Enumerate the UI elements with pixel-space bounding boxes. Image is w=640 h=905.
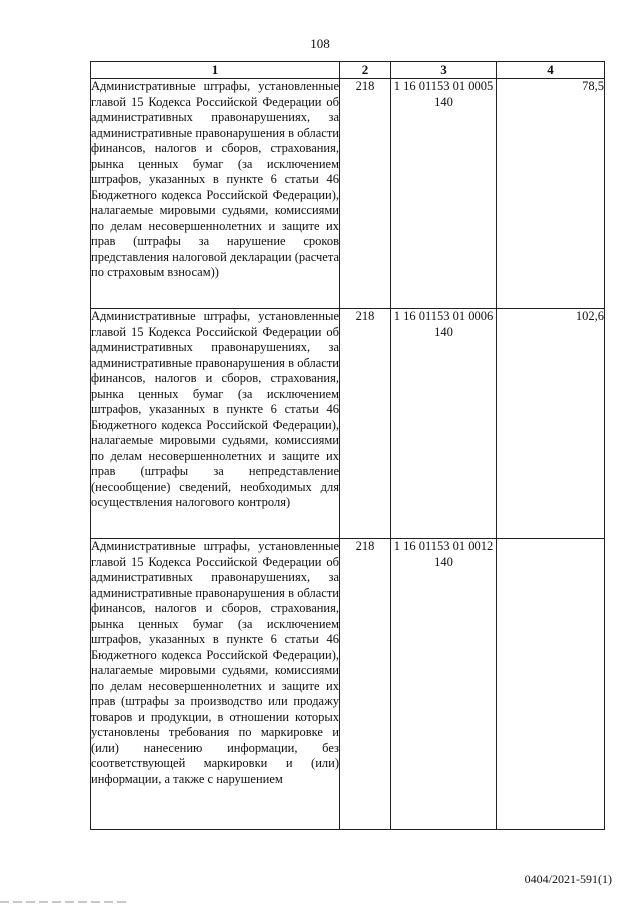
table-header-row <box>91 62 605 79</box>
revenue-table <box>90 61 605 830</box>
row-classification-code: 1 16 01153 01 0012 140 <box>391 539 497 830</box>
document-id: 0404/2021-591(1) <box>524 872 612 886</box>
row-amount: 102,6 <box>497 309 605 539</box>
scan-edge-mark <box>0 901 130 903</box>
header-col-3: 3 <box>391 62 497 79</box>
row-description: Административные штрафы, установленные главой 15 Кодекса Российской Федерации об административных правонарушениях, за административные правонарушения в области финансов, налогов и сборов, страхования, рынка ценных бумаг (за исключением штрафов, указанных в пункте 6 статьи 46 Бюджетного кодекса Российской Федерации), налагаемые мировыми судьями, комиссиями по делам несовершеннолетних и защите их прав (штрафы за нарушение сроков представления налоговой декларации (расчета по страховым взносам)) <box>91 79 340 309</box>
row-admin-code: 218 <box>340 539 391 830</box>
row-description: Административные штрафы, установленные главой 15 Кодекса Российской Федерации об административных правонарушениях, за административные правонарушения в области финансов, налогов и сборов, страхования, рынка ценных бумаг (за исключением штрафов, указанных в пункте 6 статьи 46 Бюджетного кодекса Российской Федерации), налагаемые мировыми судьями, комиссиями по делам несовершеннолетних и защите их прав (штрафы за непредставление (несообщение) сведений, необходимых для осуществления налогового контроля) <box>91 309 340 539</box>
row-admin-code: 218 <box>340 309 391 539</box>
header-col-4: 4 <box>497 62 605 79</box>
row-amount <box>497 539 605 830</box>
row-amount: 78,5 <box>497 79 605 309</box>
row-admin-code: 218 <box>340 79 391 309</box>
table-row <box>91 539 605 830</box>
table-row <box>91 309 605 539</box>
row-description: Административные штрафы, установленные главой 15 Кодекса Российской Федерации об административных правонарушениях, за административные правонарушения в области финансов, налогов и сборов, страхования, рынка ценных бумаг (за исключением штрафов, указанных в пункте 6 статьи 46 Бюджетного кодекса Российской Федерации), налагаемые мировыми судьями, комиссиями по делам несовершеннолетних и защите их прав (штрафы за производство или продажу товаров и продукции, в отношении которых установлены требования по маркировке и (или) нанесению информации, без соответствующей маркировки и (или) информации, а также с нарушением <box>91 539 340 830</box>
table-row <box>91 79 605 309</box>
header-col-2: 2 <box>340 62 391 79</box>
header-col-1: 1 <box>91 62 340 79</box>
row-classification-code: 1 16 01153 01 0005 140 <box>391 79 497 309</box>
page-number: 108 <box>310 36 330 51</box>
row-classification-code: 1 16 01153 01 0006 140 <box>391 309 497 539</box>
